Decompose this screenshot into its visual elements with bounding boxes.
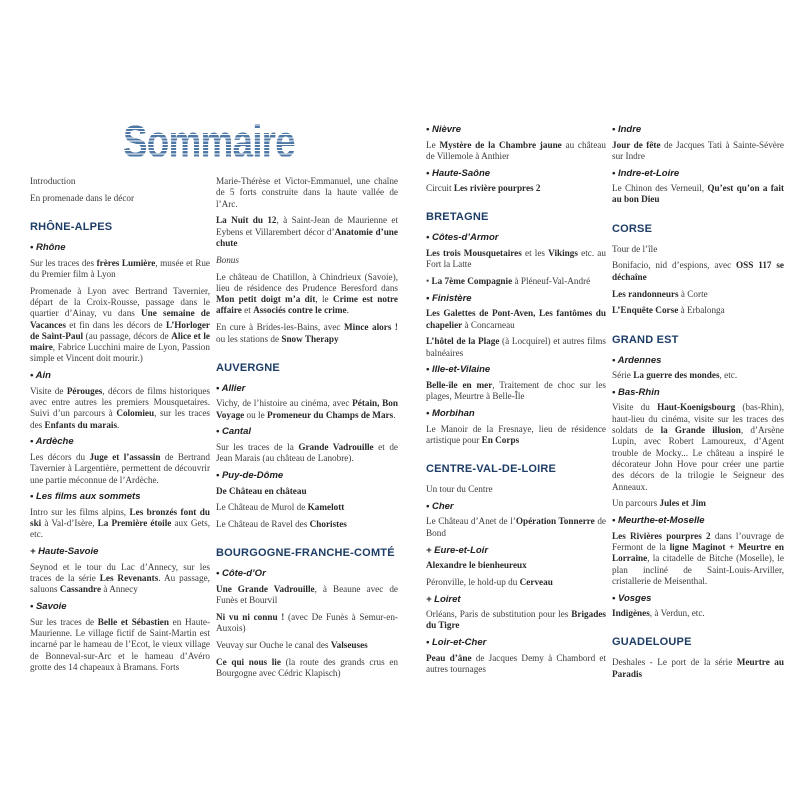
toc-paragraph: Les randonneurs à Corte bbox=[612, 288, 708, 299]
toc-paragraph: Visite de Pérouges, décors de films historiques avec entre autres les premiers Mousquetaires. Suivi d’un parcours à Colomieu, sur les traces des Enfants du marais. bbox=[30, 385, 211, 430]
intro-line: En promenade dans le décor bbox=[30, 192, 135, 203]
department-item: • Morbihan bbox=[426, 408, 475, 420]
toc-paragraph: Peau d’âne de Jacques Demy à Chambord et autres tournages bbox=[426, 652, 606, 675]
department-item: • Indre-et-Loire bbox=[612, 167, 680, 179]
region-heading: AUVERGNE bbox=[216, 361, 280, 374]
toc-paragraph: Deshales - Le port de la série Meurtre au Paradis bbox=[612, 657, 784, 679]
department-item: • Indre bbox=[612, 124, 642, 135]
note-label: Bonus bbox=[216, 254, 239, 265]
department-item: • Haute-Saône bbox=[426, 167, 491, 179]
department-item: • Puy-de-Dôme bbox=[216, 470, 284, 482]
toc-paragraph: Veuvay sur Ouche le canal des Valseuses bbox=[216, 640, 368, 651]
toc-paragraph: Bonifacio, nid d’espions, avec OSS 117 se déchaîne bbox=[612, 260, 785, 282]
toc-paragraph: Alexandre le bienheureux bbox=[426, 560, 527, 571]
toc-paragraph: Le château de Chatillon, à Chindrieux (Savoie), lieu de résidence des Prudence Beresford dans Mon petit doigt m’a dit, le Crime est notre affaire et Associés contre le crime. bbox=[216, 271, 399, 316]
toc-paragraph: Circuit Les rivière pourpres 2 bbox=[426, 183, 541, 194]
toc-paragraph: Belle-île en mer, Traitement de choc sur les plages, Meurtre à Belle-Île bbox=[426, 379, 606, 402]
toc-paragraph: Le Mystère de la Chambre jaune au château de Villemole à Anthier bbox=[426, 139, 606, 161]
toc-paragraph: L’Enquête Corse à Erbalonga bbox=[612, 305, 725, 316]
toc-paragraph: La Nuit du 12, à Saint-Jean de Maurienne et Eybens et Villarembert décor d’Anatomie d’une chute bbox=[216, 215, 398, 248]
region-heading: BOURGOGNE-FRANCHE-COMTÉ bbox=[216, 547, 395, 560]
toc-paragraph: Sur les traces de Belle et Sébastien en Haute-Maurienne. Le village fictif de Saint-Martin est incarné par le hameau de l’Ecot, le vieux village de Bonneval-sur-Arc et le hameau d’Avéro grotte des 14 chapeaux à Bramans. Forts bbox=[30, 616, 211, 672]
toc-paragraph: Ni vu ni connu ! (avec De Funès à Semur-en-Auxois) bbox=[216, 612, 398, 634]
toc-paragraph: Ce qui nous lie (la route des grands crus en Bourgogne avec Cédric Klapisch) bbox=[216, 656, 398, 679]
department-item: • Savoie bbox=[30, 601, 67, 613]
department-item: • Loir-et-Cher bbox=[426, 637, 487, 649]
toc-paragraph: Indigènes, à Verdun, etc. bbox=[612, 608, 705, 619]
department-item: • Vosges bbox=[612, 592, 652, 604]
region-heading: GRAND EST bbox=[612, 333, 679, 346]
department-item: • Nièvre bbox=[426, 124, 462, 135]
region-heading: CENTRE-VAL-DE-LOIRE bbox=[426, 463, 557, 476]
intro-line: Introduction bbox=[30, 176, 76, 186]
toc-paragraph: Un parcours Jules et Jim bbox=[612, 498, 706, 509]
region-heading: CORSE bbox=[612, 222, 653, 235]
department-item: • Côtes-d’Armor bbox=[426, 232, 499, 244]
toc-paragraph: Les décors du Juge et l’assassin de Bertrand Tavernier à Largentière, permettent de découvrir une partie méconnue de l’Ardèche. bbox=[30, 451, 210, 485]
toc-column-4 bbox=[612, 121, 784, 686]
department-item: • Meurthe-et-Moselle bbox=[612, 515, 705, 527]
department-item: + Eure-et-Loir bbox=[426, 544, 489, 556]
toc-paragraph: Vichy, de l’histoire au cinéma, avec Pétain, Bon Voyage ou le Promeneur du Champs de Mars. bbox=[216, 398, 399, 420]
region-heading: RHÔNE-ALPES bbox=[30, 221, 113, 234]
toc-paragraph: Les trois Mousquetaires et les Vikings etc. au Fort la Latte bbox=[426, 247, 606, 270]
department-item: • Ardennes bbox=[612, 354, 662, 366]
toc-column-2 bbox=[216, 176, 398, 685]
toc-paragraph: Visite du Haut-Koenigsbourg (bas-Rhin), haut-lieu du cinéma, visite sur les traces des soldats de la Grande illusion, d’Arsène Lupin, avec Robert Lamoureux, d’Agent trouble de Mocky... Le château a inspiré le décorateur John Hove pour créer une partie des décors de la trilogie le Seigneur des Anneaux. bbox=[612, 402, 784, 492]
toc-paragraph: Seynod et le tour du Lac d’Annecy, sur les traces de la série Les Revenants. Au passage, saluons Cassandre à Annecy bbox=[30, 561, 210, 595]
department-item: • Cher bbox=[426, 500, 454, 512]
toc-paragraph: Le Chinon des Verneuil, Qu’est qu’on a fait au bon Dieu bbox=[612, 183, 785, 205]
department-item: • Finistère bbox=[426, 292, 472, 304]
page-title: Sommaire bbox=[123, 116, 295, 167]
region-heading: BRETAGNE bbox=[426, 211, 489, 224]
toc-paragraph: Le Manoir de la Fresnaye, lieu de résidence artistique pour En Corps bbox=[426, 423, 606, 445]
toc-paragraph: Intro sur les films alpins, Les bronzés font du ski à Val-d’Isère, La Première étoile aux Gets, etc. bbox=[30, 506, 210, 540]
department-item: • Ille-et-Vilaine bbox=[426, 364, 491, 376]
toc-paragraph: Sur les traces des frères Lumière, musée et Rue du Premier film à Lyon bbox=[30, 257, 211, 279]
department-item: • Ardèche bbox=[30, 436, 74, 448]
toc-paragraph: En cure à Brides-les-Bains, avec Mince alors ! ou les stations de Snow Therapy bbox=[216, 322, 398, 344]
toc-paragraph: Promenade à Lyon avec Bertrand Tavernier, départ de la Croix-Rousse, passage dans le quartier d’Ainay, vu dans Une semaine de Vacances et fin dans les décors de L’Horloger de Saint-Paul (au passage, décors de Alice et le maire, Fabrice Lucchini maire de Lyon, Passion simple et Vincent doit mourir.) bbox=[30, 285, 210, 364]
department-item: • Ain bbox=[30, 370, 51, 382]
toc-paragraph: Le Château de Murol de Kamelott bbox=[216, 502, 345, 513]
department-item: • Côte-d’Or bbox=[216, 568, 266, 580]
toc-paragraph: Série La guerre des mondes, etc. bbox=[612, 370, 738, 381]
department-item: • Allier bbox=[216, 382, 246, 394]
department-item: + Loiret bbox=[426, 593, 461, 605]
toc-column-3 bbox=[426, 121, 606, 681]
toc-paragraph: L’hôtel de la Plage (à Locquirel) et autres films balnéaires bbox=[426, 336, 606, 358]
toc-paragraph: De Château en château bbox=[216, 485, 307, 496]
toc-paragraph: Marie-Thérèse et Victor-Emmanuel, une chaîne de 5 forts construite dans la haute vallée de l’Arc. bbox=[216, 176, 398, 209]
toc-paragraph: Sur les traces de la Grande Vadrouille et de Jean Marais (au château de Lanobre). bbox=[216, 441, 398, 464]
toc-column-1 bbox=[30, 176, 210, 679]
toc-paragraph: Péronville, le hold-up du Cerveau bbox=[426, 576, 553, 587]
department-item: • Rhône bbox=[30, 242, 66, 254]
toc-paragraph: • La 7ème Compagnie à Pléneuf-Val-André bbox=[426, 275, 591, 286]
department-item: + Haute-Savoie bbox=[30, 546, 99, 558]
department-item: • Bas-Rhin bbox=[612, 386, 660, 398]
toc-paragraph: Une Grande Vadrouille, à Beaune avec de Funès et Bourvil bbox=[216, 583, 398, 606]
department-item: • Les films aux sommets bbox=[30, 491, 141, 503]
toc-paragraph: Les Rivières pourpres 2 dans l’ouvrage de Fermont de la ligne Maginot + Meurtre en Lorraine, la citadelle de Bitche (Moselle), le plan incliné de Saint-Louis-Arviller, cristallerie de Meisenthal. bbox=[612, 530, 785, 586]
department-item: • Cantal bbox=[216, 426, 251, 438]
toc-paragraph: Le Château de Ravel des Choristes bbox=[216, 519, 347, 530]
toc-paragraph: Un tour du Centre bbox=[426, 484, 493, 495]
toc-paragraph: Le Château d’Anet de l’Opération Tonnerre de Bond bbox=[426, 516, 606, 538]
toc-paragraph: Jour de fête de Jacques Tati à Sainte-Sévère sur Indre bbox=[612, 139, 785, 161]
region-heading: GUADELOUPE bbox=[612, 636, 692, 649]
toc-paragraph: Orléans, Paris de substitution pour les Brigades du Tigre bbox=[426, 609, 606, 631]
toc-paragraph: Les Galettes de Pont-Aven, Les fantômes du chapelier à Concarneau bbox=[426, 308, 606, 330]
toc-paragraph: Tour de l’île bbox=[612, 243, 658, 254]
